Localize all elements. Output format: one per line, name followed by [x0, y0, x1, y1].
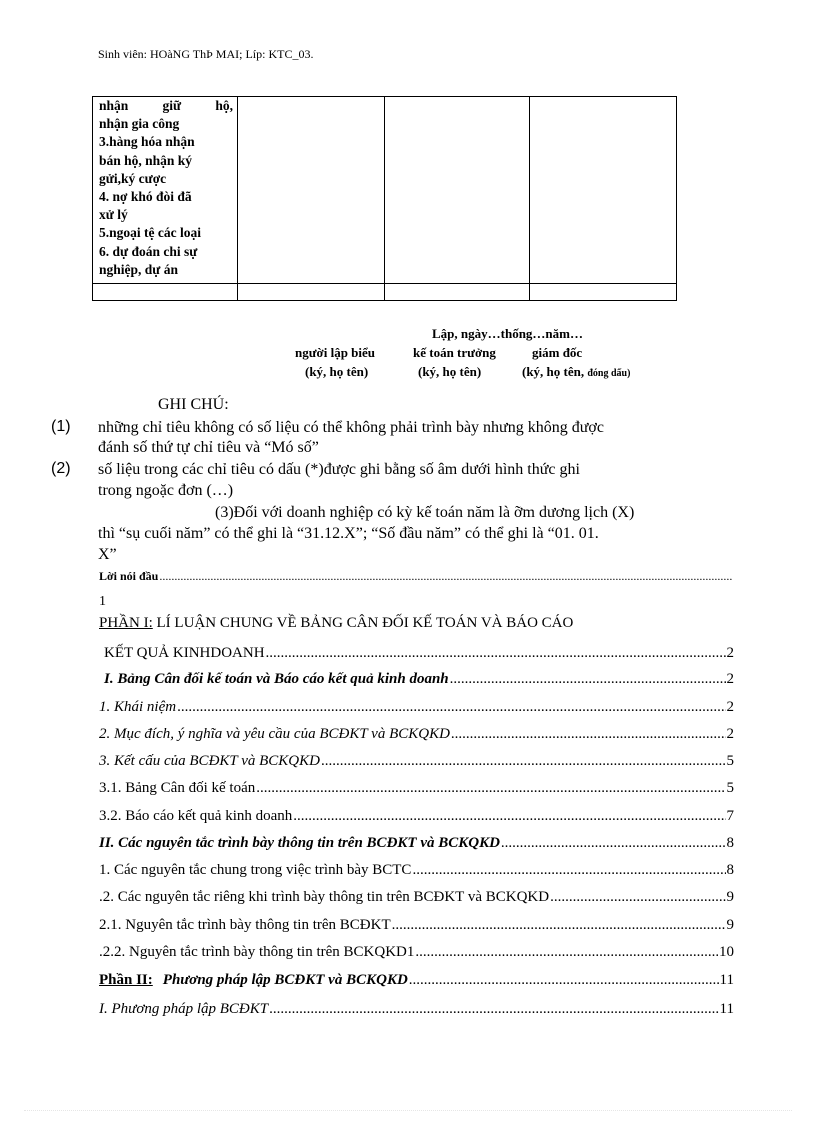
table-cell — [93, 97, 238, 284]
table-cell — [238, 97, 385, 284]
table-row — [93, 284, 677, 301]
cell-line: nhận gia công — [99, 116, 180, 132]
toc-entry: 3. Kết cấu của BCĐKT và BCKQKD ..... 5 — [99, 753, 734, 770]
toc-part1-line — [99, 615, 573, 632]
sign-chief-accountant: (ký, họ tên) — [418, 364, 482, 379]
toc-intro-page: 1 — [99, 594, 106, 609]
toc-entry: II. Các nguyên tắc trình bày thông tin trên BCĐKT và BCKQKD ..... 8 — [99, 835, 734, 852]
table-cell — [530, 97, 677, 284]
sign-preparer: (ký, họ tên) — [305, 364, 369, 379]
note-2-label: (2) — [51, 460, 71, 477]
role-director: giám đốc — [532, 345, 583, 360]
note-3-line-1: (3)Đối với doanh nghiệp có kỳ kế toán năm là ỡm dương lịch (X) — [215, 504, 635, 521]
cell-line: nghiệp, dự án — [99, 261, 179, 277]
toc-intro — [99, 569, 734, 584]
toc-entry: 1. Khái niệm ..... 2 — [99, 699, 734, 716]
page-footer-divider — [24, 1110, 792, 1111]
note-1-line-2: đánh số thứ tự chỉ tiêu và “Mó số” — [98, 439, 319, 456]
toc-part2-label: Phần II: — [99, 972, 153, 988]
stamp-note: đóng dấu) — [587, 368, 631, 379]
toc-entry: 2.1. Nguyên tắc trình bày thông tin trên BCĐKT ..... 9 — [99, 917, 734, 934]
cell-line: xử lý — [99, 207, 128, 223]
toc-entry: .2.2. Nguyên tắc trình bày thông tin trên BCKQKD1 ..... 10 — [99, 944, 734, 961]
toc-entry: .2. Các nguyên tắc riêng khi trình bày thông tin trên BCĐKT và BCKQKD ..... 9 — [99, 889, 734, 906]
toc-part1 — [104, 645, 734, 662]
toc-part2-title: Phương pháp lập BCĐKT và BCKQKD — [162, 972, 408, 988]
cell-line: 3.hàng hóa nhận — [99, 134, 195, 150]
table-cell — [385, 284, 530, 301]
report-table — [92, 96, 677, 301]
toc-part1-title: LÍ LUẬN CHUNG VỀ BẢNG CÂN ĐỐI KẾ TOÁN VÀ BÁO CÁO — [152, 615, 574, 631]
note-1-label: (1) — [51, 418, 71, 435]
table-row — [93, 97, 677, 284]
role-preparer: người lập biểu — [295, 345, 376, 360]
table-cell — [385, 97, 530, 284]
note-2-line-1: số liệu trong các chỉ tiêu có dấu (*)được ghi bằng số âm dưới hình thức ghi — [98, 461, 580, 478]
sign-director: (ký, họ tên, đóng dấu) — [522, 364, 631, 379]
toc-entry: I. Phương pháp lập BCĐKT ..... 11 — [99, 1001, 734, 1018]
toc-entry: 3.2. Báo cáo kết quả kinh doanh ..... 7 — [99, 808, 734, 825]
cell-line: 6. dự đoán chi sự — [99, 243, 198, 259]
table-cell — [238, 284, 385, 301]
note-3-line-2: thì “sụ cuối năm” có thể ghi là “31.12.X”; “Số đầu năm” có thể ghi là “01. 01. — [98, 525, 599, 542]
role-chief-accountant: kế toán trưởng — [413, 345, 496, 360]
note-2-line-2: trong ngoặc đơn (…) — [98, 482, 234, 499]
notes-heading: GHI CHÚ: — [158, 396, 229, 413]
toc-entry: I. Bảng Cân đối kế toán và Báo cáo kết quả kinh doanh ..... 2 — [104, 671, 734, 688]
note-1-line-1: những chỉ tiêu không có số liệu có thể không phải trình bày nhưng không được — [98, 419, 604, 436]
toc-intro-label: Lời nói đầu — [99, 569, 159, 583]
cell-line: gửi,ký cược — [99, 170, 167, 186]
toc-part1-title-2: KẾT QUẢ KINHDOANH — [104, 645, 265, 661]
toc-entry: 1. Các nguyên tắc chung trong việc trình bày BCTC ..... 8 — [99, 862, 734, 879]
toc-part2: Phần II: Phương pháp lập BCĐKT và BCKQKD ..... 11 — [99, 972, 734, 989]
toc-page: 2 — [726, 645, 734, 661]
note-3-line-3: X” — [98, 546, 117, 563]
cell-line: nhận giữ hộ, — [99, 98, 233, 113]
toc-entry: 3.1. Bảng Cân đối kế toán ..... 5 — [99, 780, 734, 797]
toc-part1-label: PHẦN I: — [99, 615, 153, 631]
cell-line: 4. nợ khó đòi đã — [99, 189, 192, 205]
cell-line: bán hộ, nhận ký — [99, 152, 193, 168]
table-cell — [93, 284, 238, 301]
cell-line: 5.ngoại tệ các loại — [99, 225, 201, 241]
page-header: Sinh viên: HOàNG ThÞ MAI; Líp: KTC_03. — [98, 47, 314, 61]
toc-entry: 2. Mục đích, ý nghĩa và yêu cầu của BCĐKT và BCKQKD ..... 2 — [99, 726, 734, 743]
table-cell — [530, 284, 677, 301]
signature-date: Lập, ngày…thống…năm… — [432, 326, 583, 341]
